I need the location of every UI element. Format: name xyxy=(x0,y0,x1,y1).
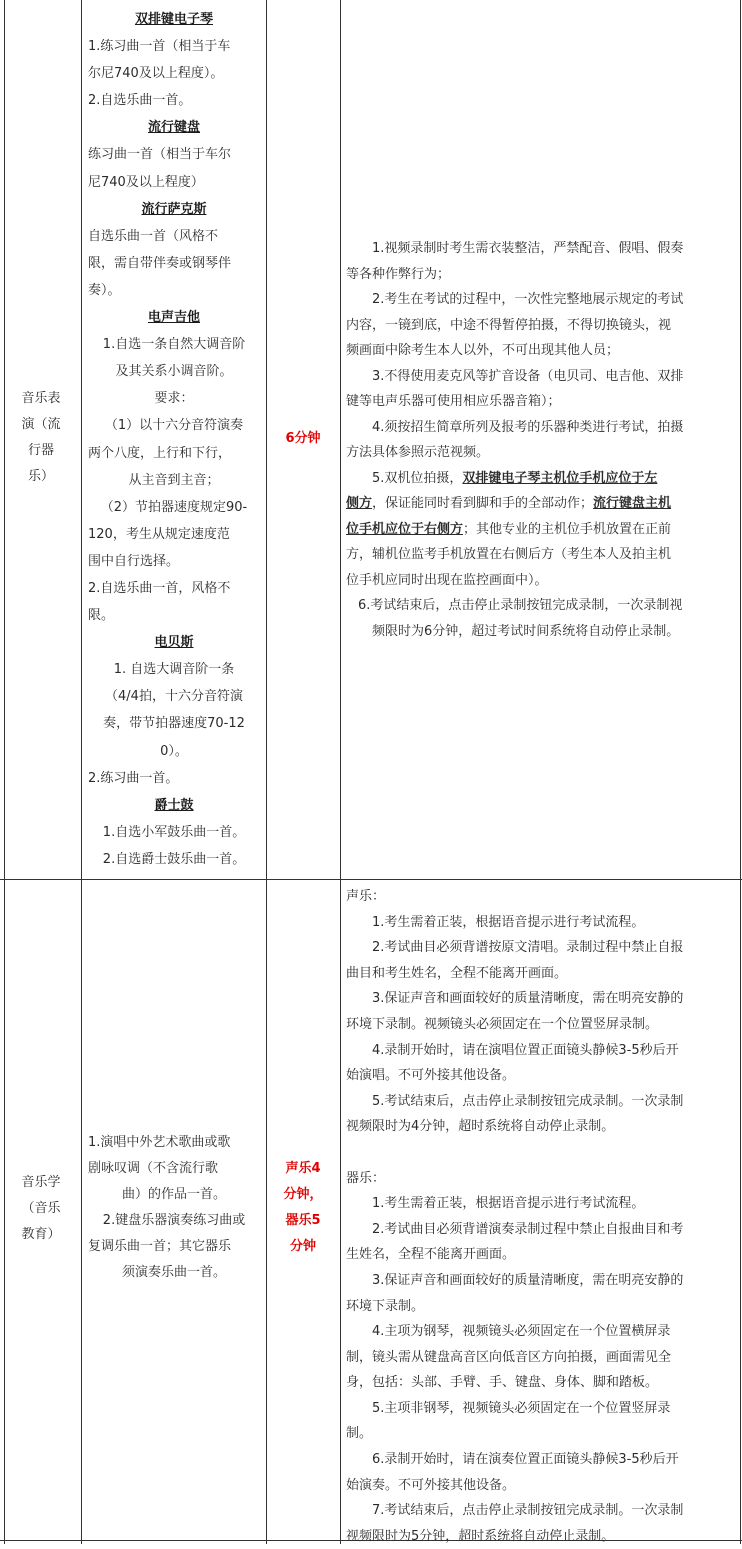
rule-line: 3.保证声音和画面较好的质量清晰度，需在明亮安静的 xyxy=(372,991,684,1007)
rule-line: 6.考试结束后，点击停止录制按钮完成录制，一次录制视 xyxy=(358,598,683,613)
duration-cell xyxy=(270,1156,336,1260)
table-divider xyxy=(81,0,82,1544)
rule-line: 始演唱。不可外接其他设备。 xyxy=(346,1068,516,1084)
category-line: 行器 xyxy=(27,443,54,458)
content-line: 奏）。 xyxy=(88,282,121,298)
rule-line: 环境下录制。 xyxy=(346,1298,425,1314)
rule-emphasis: 流行键盘主机 xyxy=(593,496,672,511)
duration-line: 分钟， xyxy=(283,1187,323,1202)
rule-line: 2.考试曲目必须背谱按原文清唱。录制过程中禁止自报 xyxy=(372,940,684,956)
repertoire-cell xyxy=(88,1130,260,1286)
content-line: 剧咏叹调（不含流行歌 xyxy=(88,1161,219,1176)
rule-emphasis: 双排键电子琴主机位手机应位于左 xyxy=(462,470,658,486)
spacer xyxy=(346,1140,736,1166)
content-line: 2.自选乐曲一首。 xyxy=(88,93,192,109)
rule-line: 生姓名，全程不能离开画面。 xyxy=(346,1247,516,1263)
content-line: 限。 xyxy=(88,608,115,624)
content-line: 1. 自选大调音阶一条 xyxy=(113,662,235,678)
category-cell xyxy=(12,1170,70,1248)
rule-text: ；其他专业的主机位手机放置在正前 xyxy=(463,521,672,537)
content-line: 两个八度，上行和下行， xyxy=(88,445,232,461)
rule-line: 1.视频录制时考生需衣装整洁，严禁配音、假唱、假奏 xyxy=(372,241,684,256)
rule-line: 视频限时为5分钟，超时系统将自动停止录制。 xyxy=(346,1528,615,1544)
rule-line: 方，辅机位监考手机放置在右侧后方（考生本人及拍主机 xyxy=(346,547,672,562)
content-line: 复调乐曲一首；其它器乐 xyxy=(88,1239,232,1254)
content-line: （1）以十六分音符演奏 xyxy=(104,418,244,434)
section-heading: 双排键电子琴 xyxy=(134,12,213,27)
rule-line: 始演奏。不可外接其他设备。 xyxy=(346,1477,516,1493)
rule-line: 4.录制开始时，请在演唱位置正面镜头静候3-5秒后开 xyxy=(372,1042,679,1058)
rule-line: 等各种作弊行为； xyxy=(346,266,451,282)
content-line: （2）节拍器速度规定90- xyxy=(100,499,248,515)
rule-line: 2.考生在考试的过程中，一次性完整地展示规定的考试 xyxy=(372,292,684,307)
content-line: （4/4拍，十六分音符演 xyxy=(105,689,243,705)
rule-text: 5.双机位拍摄， xyxy=(372,470,463,486)
instrument-title: 器乐： xyxy=(346,1170,386,1186)
content-line: 2.自选乐曲一首，风格不 xyxy=(88,580,231,596)
content-line: 1.练习曲一首（相当于车 xyxy=(88,39,231,55)
content-line: 自选乐曲一首（风格不 xyxy=(88,228,219,244)
content-line: 尔尼740及以上程度）。 xyxy=(88,66,224,82)
rule-line xyxy=(346,517,736,543)
rule-line xyxy=(346,491,736,517)
category-cell xyxy=(12,386,70,490)
content-line: 尼740及以上程度） xyxy=(88,174,204,190)
rule-line xyxy=(346,466,736,492)
rules-cell xyxy=(346,884,736,1549)
rule-emphasis: 位手机应位于右侧方 xyxy=(346,521,464,537)
rule-line: 键等电声乐器可使用相应乐器音箱）； xyxy=(346,394,561,409)
content-line: 2.键盘乐器演奏练习曲或 xyxy=(102,1213,246,1228)
content-line: 从主音到主音； xyxy=(128,472,220,488)
rule-line: 4.主项为钢琴，视频镜头必须固定在一个位置横屏录 xyxy=(372,1324,671,1340)
rule-line: 7.考试结束后，点击停止录制按钮完成录制。一次录制 xyxy=(372,1503,684,1519)
rule-line: 2.考试曲目必须背谱演奏录制过程中禁止自报曲目和考 xyxy=(372,1221,684,1237)
content-line: 奏，带节拍器速度70-12 xyxy=(103,716,245,732)
content-line: 曲）的作品一首。 xyxy=(121,1187,226,1202)
rule-line: 视频限时为4分钟，超时系统将自动停止录制。 xyxy=(346,1119,615,1135)
content-line: 围中自行选择。 xyxy=(88,553,180,569)
rule-line: 5.考试结束后，点击停止录制按钮完成录制。一次录制 xyxy=(372,1093,684,1109)
duration-line: 器乐5 xyxy=(285,1213,321,1228)
rules-cell xyxy=(346,236,736,644)
rule-emphasis: 侧方 xyxy=(346,496,373,511)
section-heading: 流行键盘 xyxy=(147,120,200,136)
section-heading: 电声吉他 xyxy=(147,310,200,326)
rule-line: 位手机应同时出现在监控画面中）。 xyxy=(346,572,548,588)
rule-line: 制。 xyxy=(346,1426,373,1442)
rule-line: 频限时为6分钟，超过考试时间系统将自动停止录制。 xyxy=(372,623,680,639)
rule-line: 内容，一镜到底，中途不得暂停拍摄，不得切换镜头，视 xyxy=(346,317,672,333)
content-line: 0）。 xyxy=(160,743,188,759)
repertoire-cell xyxy=(88,6,260,873)
rule-line: 1.考生需着正装，根据语音提示进行考试流程。 xyxy=(372,914,645,930)
content-line: 练习曲一首（相当于车尔 xyxy=(88,147,232,163)
category-line: （音乐 xyxy=(21,1201,61,1216)
rule-line: 方法具体参照示范视频。 xyxy=(346,445,490,460)
rule-line: 6.录制开始时，请在演奏位置正面镜头静候3-5秒后开 xyxy=(372,1452,679,1468)
rule-line: 3.不得使用麦克风等扩音设备（电贝司、电吉他、双排 xyxy=(372,368,684,384)
category-line: 乐） xyxy=(27,469,54,484)
rule-line: 频画面中除考生本人以外，不可出现其他人员； xyxy=(346,343,620,358)
vocal-title: 声乐： xyxy=(346,889,386,904)
duration-cell: 6分钟 xyxy=(285,431,321,446)
rule-text: ，保证能同时看到脚和手的全部动作； xyxy=(372,496,594,511)
category-line: 演（流 xyxy=(21,417,61,432)
row-divider xyxy=(0,879,742,880)
rule-line: 3.保证声音和画面较好的质量清晰度，需在明亮安静的 xyxy=(372,1272,684,1288)
content-line: 要求： xyxy=(154,391,194,407)
table-divider xyxy=(340,0,341,1544)
rule-line: 曲目和考生姓名，全程不能离开画面。 xyxy=(346,965,568,981)
rule-line: 4.须按招生简章所列及报考的乐器种类进行考试，拍摄 xyxy=(372,419,684,435)
content-line: 2.自选爵士鼓乐曲一首。 xyxy=(102,851,246,867)
content-line: 须演奏乐曲一首。 xyxy=(121,1265,226,1280)
table-divider xyxy=(266,0,267,1544)
rule-line: 环境下录制。视频镜头必须固定在一个位置竖屏录制。 xyxy=(346,1016,659,1032)
content-line: 1.自选小军鼓乐曲一首。 xyxy=(102,824,246,840)
rule-line: 1.考生需着正装，根据语音提示进行考试流程。 xyxy=(372,1196,645,1212)
rule-line: 5.主项非钢琴，视频镜头必须固定在一个位置竖屏录 xyxy=(372,1400,671,1416)
duration-line: 分钟 xyxy=(289,1239,316,1254)
rule-line: 身，包括：头部、手臂、手、键盘、身体、脚和踏板。 xyxy=(346,1375,659,1391)
category-line: 音乐学 xyxy=(21,1175,61,1190)
content-line: 限，需自带伴奏或钢琴伴 xyxy=(88,255,232,271)
section-heading: 电贝斯 xyxy=(154,635,194,651)
rule-line: 制，镜头需从键盘高音区向低音区方向拍摄，画面需见全 xyxy=(346,1349,672,1365)
content-line: 120，考生从规定速度范 xyxy=(88,526,230,542)
table-border-left xyxy=(4,0,5,1544)
category-line: 音乐表 xyxy=(21,391,61,406)
section-heading: 流行萨克斯 xyxy=(141,201,207,217)
content-line: 2.练习曲一首。 xyxy=(88,770,179,786)
section-heading: 爵士鼓 xyxy=(154,797,194,813)
category-line: 教育） xyxy=(21,1227,61,1242)
content-line: 及其关系小调音阶。 xyxy=(115,364,233,380)
table-border-right xyxy=(740,0,741,1544)
duration-line: 声乐4 xyxy=(285,1161,321,1176)
content-line: 1.演唱中外艺术歌曲或歌 xyxy=(88,1135,231,1150)
content-line: 1.自选一条自然大调音阶 xyxy=(102,337,246,353)
